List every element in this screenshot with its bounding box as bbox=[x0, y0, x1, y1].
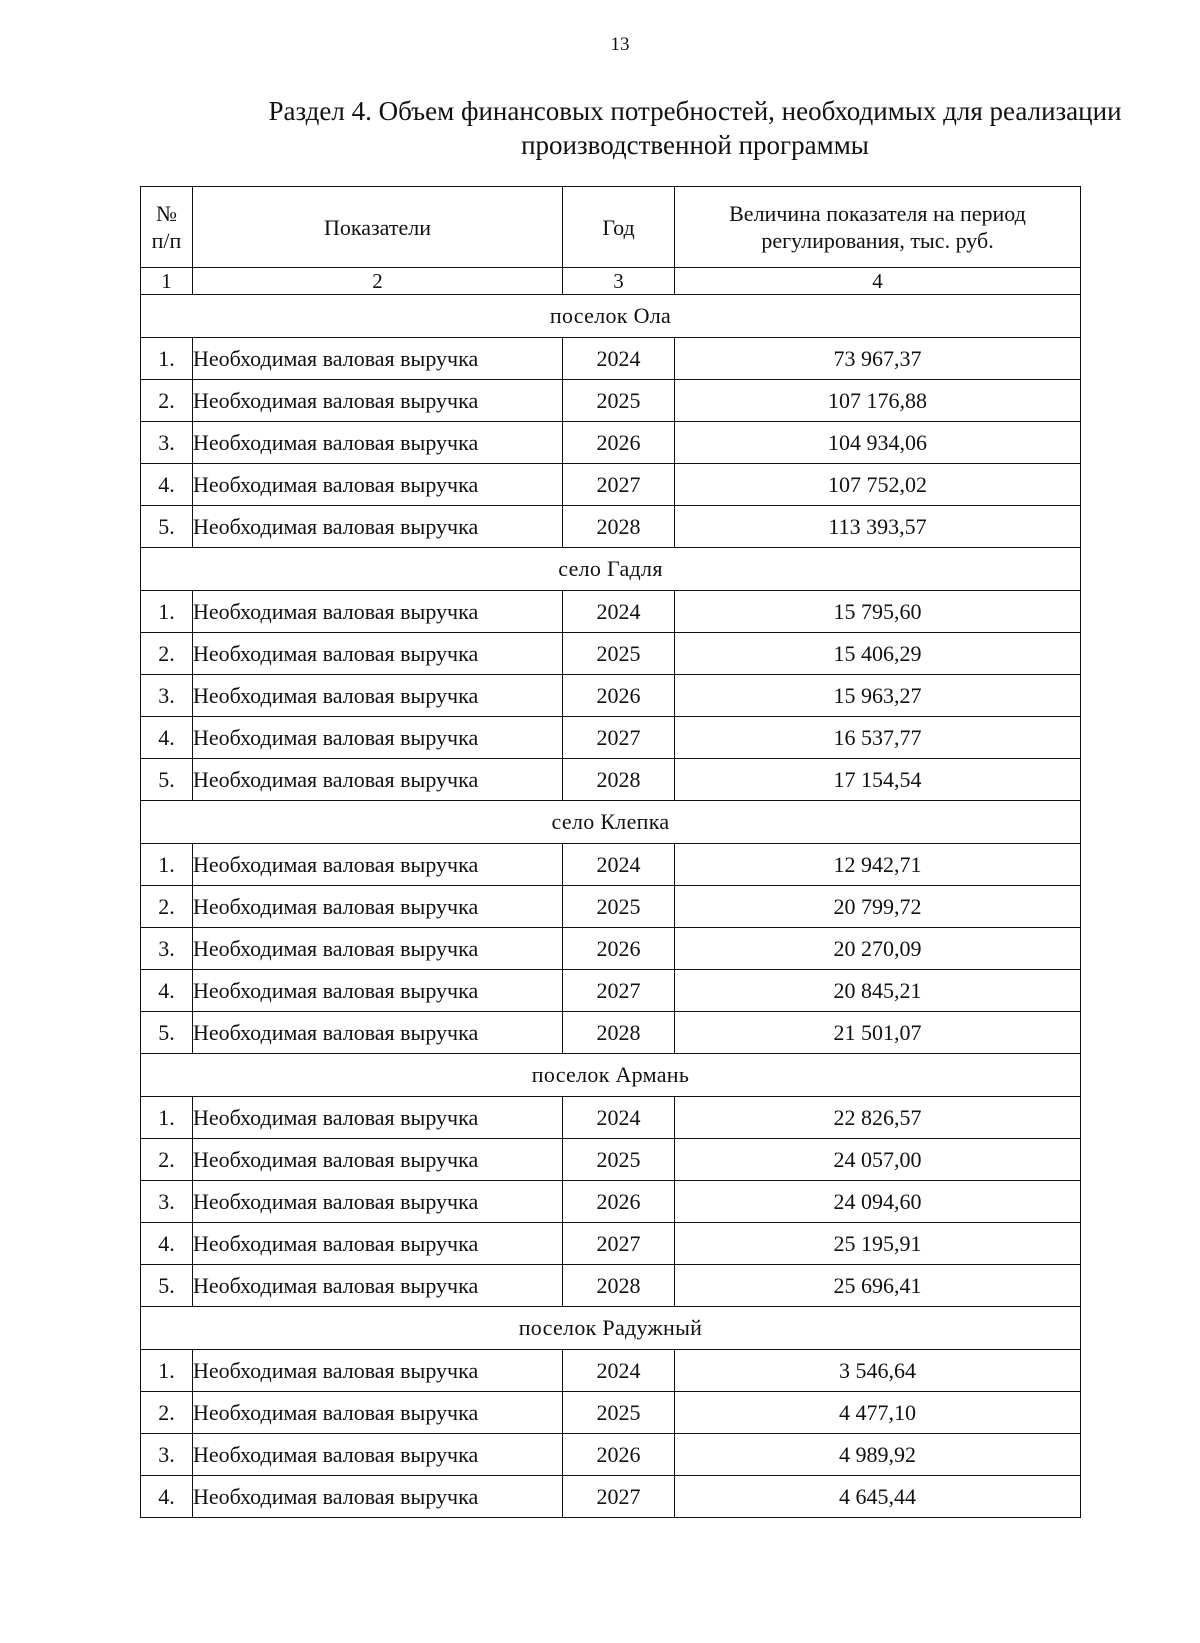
table-row bbox=[141, 1012, 1081, 1054]
indicator-name: Необходимая валовая выручка bbox=[193, 422, 563, 464]
row-number: 1. bbox=[141, 338, 193, 380]
indicator-name: Необходимая валовая выручка bbox=[193, 717, 563, 759]
row-value: 20 845,21 bbox=[675, 970, 1081, 1012]
row-number: 5. bbox=[141, 1012, 193, 1054]
row-value: 21 501,07 bbox=[675, 1012, 1081, 1054]
row-year: 2027 bbox=[563, 1476, 675, 1518]
row-year: 2028 bbox=[563, 506, 675, 548]
header-value bbox=[675, 187, 1081, 268]
table-row bbox=[141, 464, 1081, 506]
row-value: 4 477,10 bbox=[675, 1392, 1081, 1434]
row-value: 4 989,92 bbox=[675, 1434, 1081, 1476]
table-row bbox=[141, 506, 1081, 548]
row-value: 25 195,91 bbox=[675, 1223, 1081, 1265]
indicator-name: Необходимая валовая выручка bbox=[193, 633, 563, 675]
row-number: 3. bbox=[141, 422, 193, 464]
row-value: 4 645,44 bbox=[675, 1476, 1081, 1518]
row-year: 2024 bbox=[563, 338, 675, 380]
indicator-name: Необходимая валовая выручка bbox=[193, 970, 563, 1012]
row-number: 5. bbox=[141, 1265, 193, 1307]
row-number: 2. bbox=[141, 1392, 193, 1434]
row-year: 2024 bbox=[563, 844, 675, 886]
row-number: 4. bbox=[141, 1223, 193, 1265]
row-number: 2. bbox=[141, 1139, 193, 1181]
row-year: 2026 bbox=[563, 422, 675, 464]
row-year: 2026 bbox=[563, 675, 675, 717]
table-header-row bbox=[141, 187, 1081, 268]
column-number-row bbox=[141, 268, 1081, 295]
indicator-name: Необходимая валовая выручка bbox=[193, 1012, 563, 1054]
header-year: Год bbox=[563, 187, 675, 268]
table-row bbox=[141, 422, 1081, 464]
section-header-row bbox=[141, 801, 1081, 844]
indicator-name: Необходимая валовая выручка bbox=[193, 675, 563, 717]
row-number: 3. bbox=[141, 675, 193, 717]
row-year: 2025 bbox=[563, 633, 675, 675]
row-value: 16 537,77 bbox=[675, 717, 1081, 759]
row-number: 5. bbox=[141, 759, 193, 801]
header-num-line-1: № bbox=[156, 201, 177, 226]
section-header-row bbox=[141, 1054, 1081, 1097]
indicator-name: Необходимая валовая выручка bbox=[193, 759, 563, 801]
table-row bbox=[141, 1265, 1081, 1307]
row-year: 2025 bbox=[563, 380, 675, 422]
table-row bbox=[141, 1350, 1081, 1392]
indicator-name: Необходимая валовая выручка bbox=[193, 464, 563, 506]
table-row bbox=[141, 1139, 1081, 1181]
table-row bbox=[141, 1223, 1081, 1265]
header-num bbox=[141, 187, 193, 268]
indicator-name: Необходимая валовая выручка bbox=[193, 928, 563, 970]
row-year: 2028 bbox=[563, 1265, 675, 1307]
table-row bbox=[141, 338, 1081, 380]
table-row bbox=[141, 1434, 1081, 1476]
row-number: 2. bbox=[141, 633, 193, 675]
indicator-name: Необходимая валовая выручка bbox=[193, 1265, 563, 1307]
row-number: 4. bbox=[141, 717, 193, 759]
row-year: 2027 bbox=[563, 1223, 675, 1265]
header-value-line-1: Величина показателя на период bbox=[729, 201, 1026, 226]
row-value: 24 057,00 bbox=[675, 1139, 1081, 1181]
column-number: 3 bbox=[563, 268, 675, 295]
row-number: 1. bbox=[141, 1097, 193, 1139]
header-num-line-2: п/п bbox=[151, 228, 182, 253]
section-header-row bbox=[141, 1307, 1081, 1350]
row-value: 12 942,71 bbox=[675, 844, 1081, 886]
section-header-row bbox=[141, 548, 1081, 591]
row-number: 3. bbox=[141, 1434, 193, 1476]
table-row bbox=[141, 928, 1081, 970]
row-value: 104 934,06 bbox=[675, 422, 1081, 464]
financial-needs-table bbox=[140, 186, 1081, 1518]
row-number: 3. bbox=[141, 1181, 193, 1223]
section-name: село Клепка bbox=[141, 801, 1081, 844]
indicator-name: Необходимая валовая выручка bbox=[193, 1181, 563, 1223]
row-number: 1. bbox=[141, 1350, 193, 1392]
section-name: поселок Армань bbox=[141, 1054, 1081, 1097]
indicator-name: Необходимая валовая выручка bbox=[193, 844, 563, 886]
row-year: 2028 bbox=[563, 759, 675, 801]
table-row bbox=[141, 675, 1081, 717]
row-year: 2025 bbox=[563, 1392, 675, 1434]
row-number: 3. bbox=[141, 928, 193, 970]
indicator-name: Необходимая валовая выручка bbox=[193, 1476, 563, 1518]
table-body bbox=[141, 295, 1081, 1518]
row-year: 2024 bbox=[563, 1097, 675, 1139]
row-year: 2025 bbox=[563, 1139, 675, 1181]
table-row bbox=[141, 1476, 1081, 1518]
section-title-line-2: производственной программы bbox=[521, 130, 869, 160]
indicator-name: Необходимая валовая выручка bbox=[193, 1139, 563, 1181]
row-year: 2027 bbox=[563, 970, 675, 1012]
row-number: 5. bbox=[141, 506, 193, 548]
column-number: 2 bbox=[193, 268, 563, 295]
column-number: 4 bbox=[675, 268, 1081, 295]
table-row bbox=[141, 970, 1081, 1012]
table-row bbox=[141, 844, 1081, 886]
indicator-name: Необходимая валовая выручка bbox=[193, 1434, 563, 1476]
row-number: 2. bbox=[141, 380, 193, 422]
header-indicator: Показатели bbox=[193, 187, 563, 268]
indicator-name: Необходимая валовая выручка bbox=[193, 338, 563, 380]
row-value: 25 696,41 bbox=[675, 1265, 1081, 1307]
indicator-name: Необходимая валовая выручка bbox=[193, 1097, 563, 1139]
section-name: поселок Ола bbox=[141, 295, 1081, 338]
indicator-name: Необходимая валовая выручка bbox=[193, 1223, 563, 1265]
indicator-name: Необходимая валовая выручка bbox=[193, 1392, 563, 1434]
row-year: 2026 bbox=[563, 1181, 675, 1223]
header-value-line-2: регулирования, тыс. руб. bbox=[761, 228, 994, 253]
row-value: 107 752,02 bbox=[675, 464, 1081, 506]
section-name: поселок Радужный bbox=[141, 1307, 1081, 1350]
row-number: 2. bbox=[141, 886, 193, 928]
row-value: 73 967,37 bbox=[675, 338, 1081, 380]
indicator-name: Необходимая валовая выручка bbox=[193, 591, 563, 633]
table-row bbox=[141, 591, 1081, 633]
row-number: 4. bbox=[141, 464, 193, 506]
section-title bbox=[200, 94, 1190, 162]
row-year: 2027 bbox=[563, 464, 675, 506]
table-row bbox=[141, 1097, 1081, 1139]
table-row bbox=[141, 886, 1081, 928]
row-value: 20 270,09 bbox=[675, 928, 1081, 970]
row-number: 1. bbox=[141, 591, 193, 633]
row-year: 2025 bbox=[563, 886, 675, 928]
table-row bbox=[141, 717, 1081, 759]
row-year: 2024 bbox=[563, 591, 675, 633]
row-value: 15 406,29 bbox=[675, 633, 1081, 675]
row-number: 1. bbox=[141, 844, 193, 886]
page-number: 13 bbox=[610, 34, 630, 55]
row-value: 15 795,60 bbox=[675, 591, 1081, 633]
row-value: 17 154,54 bbox=[675, 759, 1081, 801]
row-year: 2024 bbox=[563, 1350, 675, 1392]
row-year: 2026 bbox=[563, 1434, 675, 1476]
row-value: 3 546,64 bbox=[675, 1350, 1081, 1392]
row-value: 22 826,57 bbox=[675, 1097, 1081, 1139]
table-row bbox=[141, 759, 1081, 801]
row-year: 2026 bbox=[563, 928, 675, 970]
row-number: 4. bbox=[141, 970, 193, 1012]
section-title-line-1: Раздел 4. Объем финансовых потребностей, необходимых для реализации bbox=[268, 96, 1122, 126]
row-value: 20 799,72 bbox=[675, 886, 1081, 928]
section-header-row bbox=[141, 295, 1081, 338]
row-year: 2027 bbox=[563, 717, 675, 759]
row-value: 15 963,27 bbox=[675, 675, 1081, 717]
table-row bbox=[141, 380, 1081, 422]
table-row bbox=[141, 1392, 1081, 1434]
row-value: 107 176,88 bbox=[675, 380, 1081, 422]
row-value: 113 393,57 bbox=[675, 506, 1081, 548]
indicator-name: Необходимая валовая выручка bbox=[193, 506, 563, 548]
indicator-name: Необходимая валовая выручка bbox=[193, 886, 563, 928]
column-number: 1 bbox=[141, 268, 193, 295]
row-number: 4. bbox=[141, 1476, 193, 1518]
section-name: село Гадля bbox=[141, 548, 1081, 591]
table-row bbox=[141, 1181, 1081, 1223]
indicator-name: Необходимая валовая выручка bbox=[193, 1350, 563, 1392]
indicator-name: Необходимая валовая выручка bbox=[193, 380, 563, 422]
table-row bbox=[141, 633, 1081, 675]
row-year: 2028 bbox=[563, 1012, 675, 1054]
row-value: 24 094,60 bbox=[675, 1181, 1081, 1223]
